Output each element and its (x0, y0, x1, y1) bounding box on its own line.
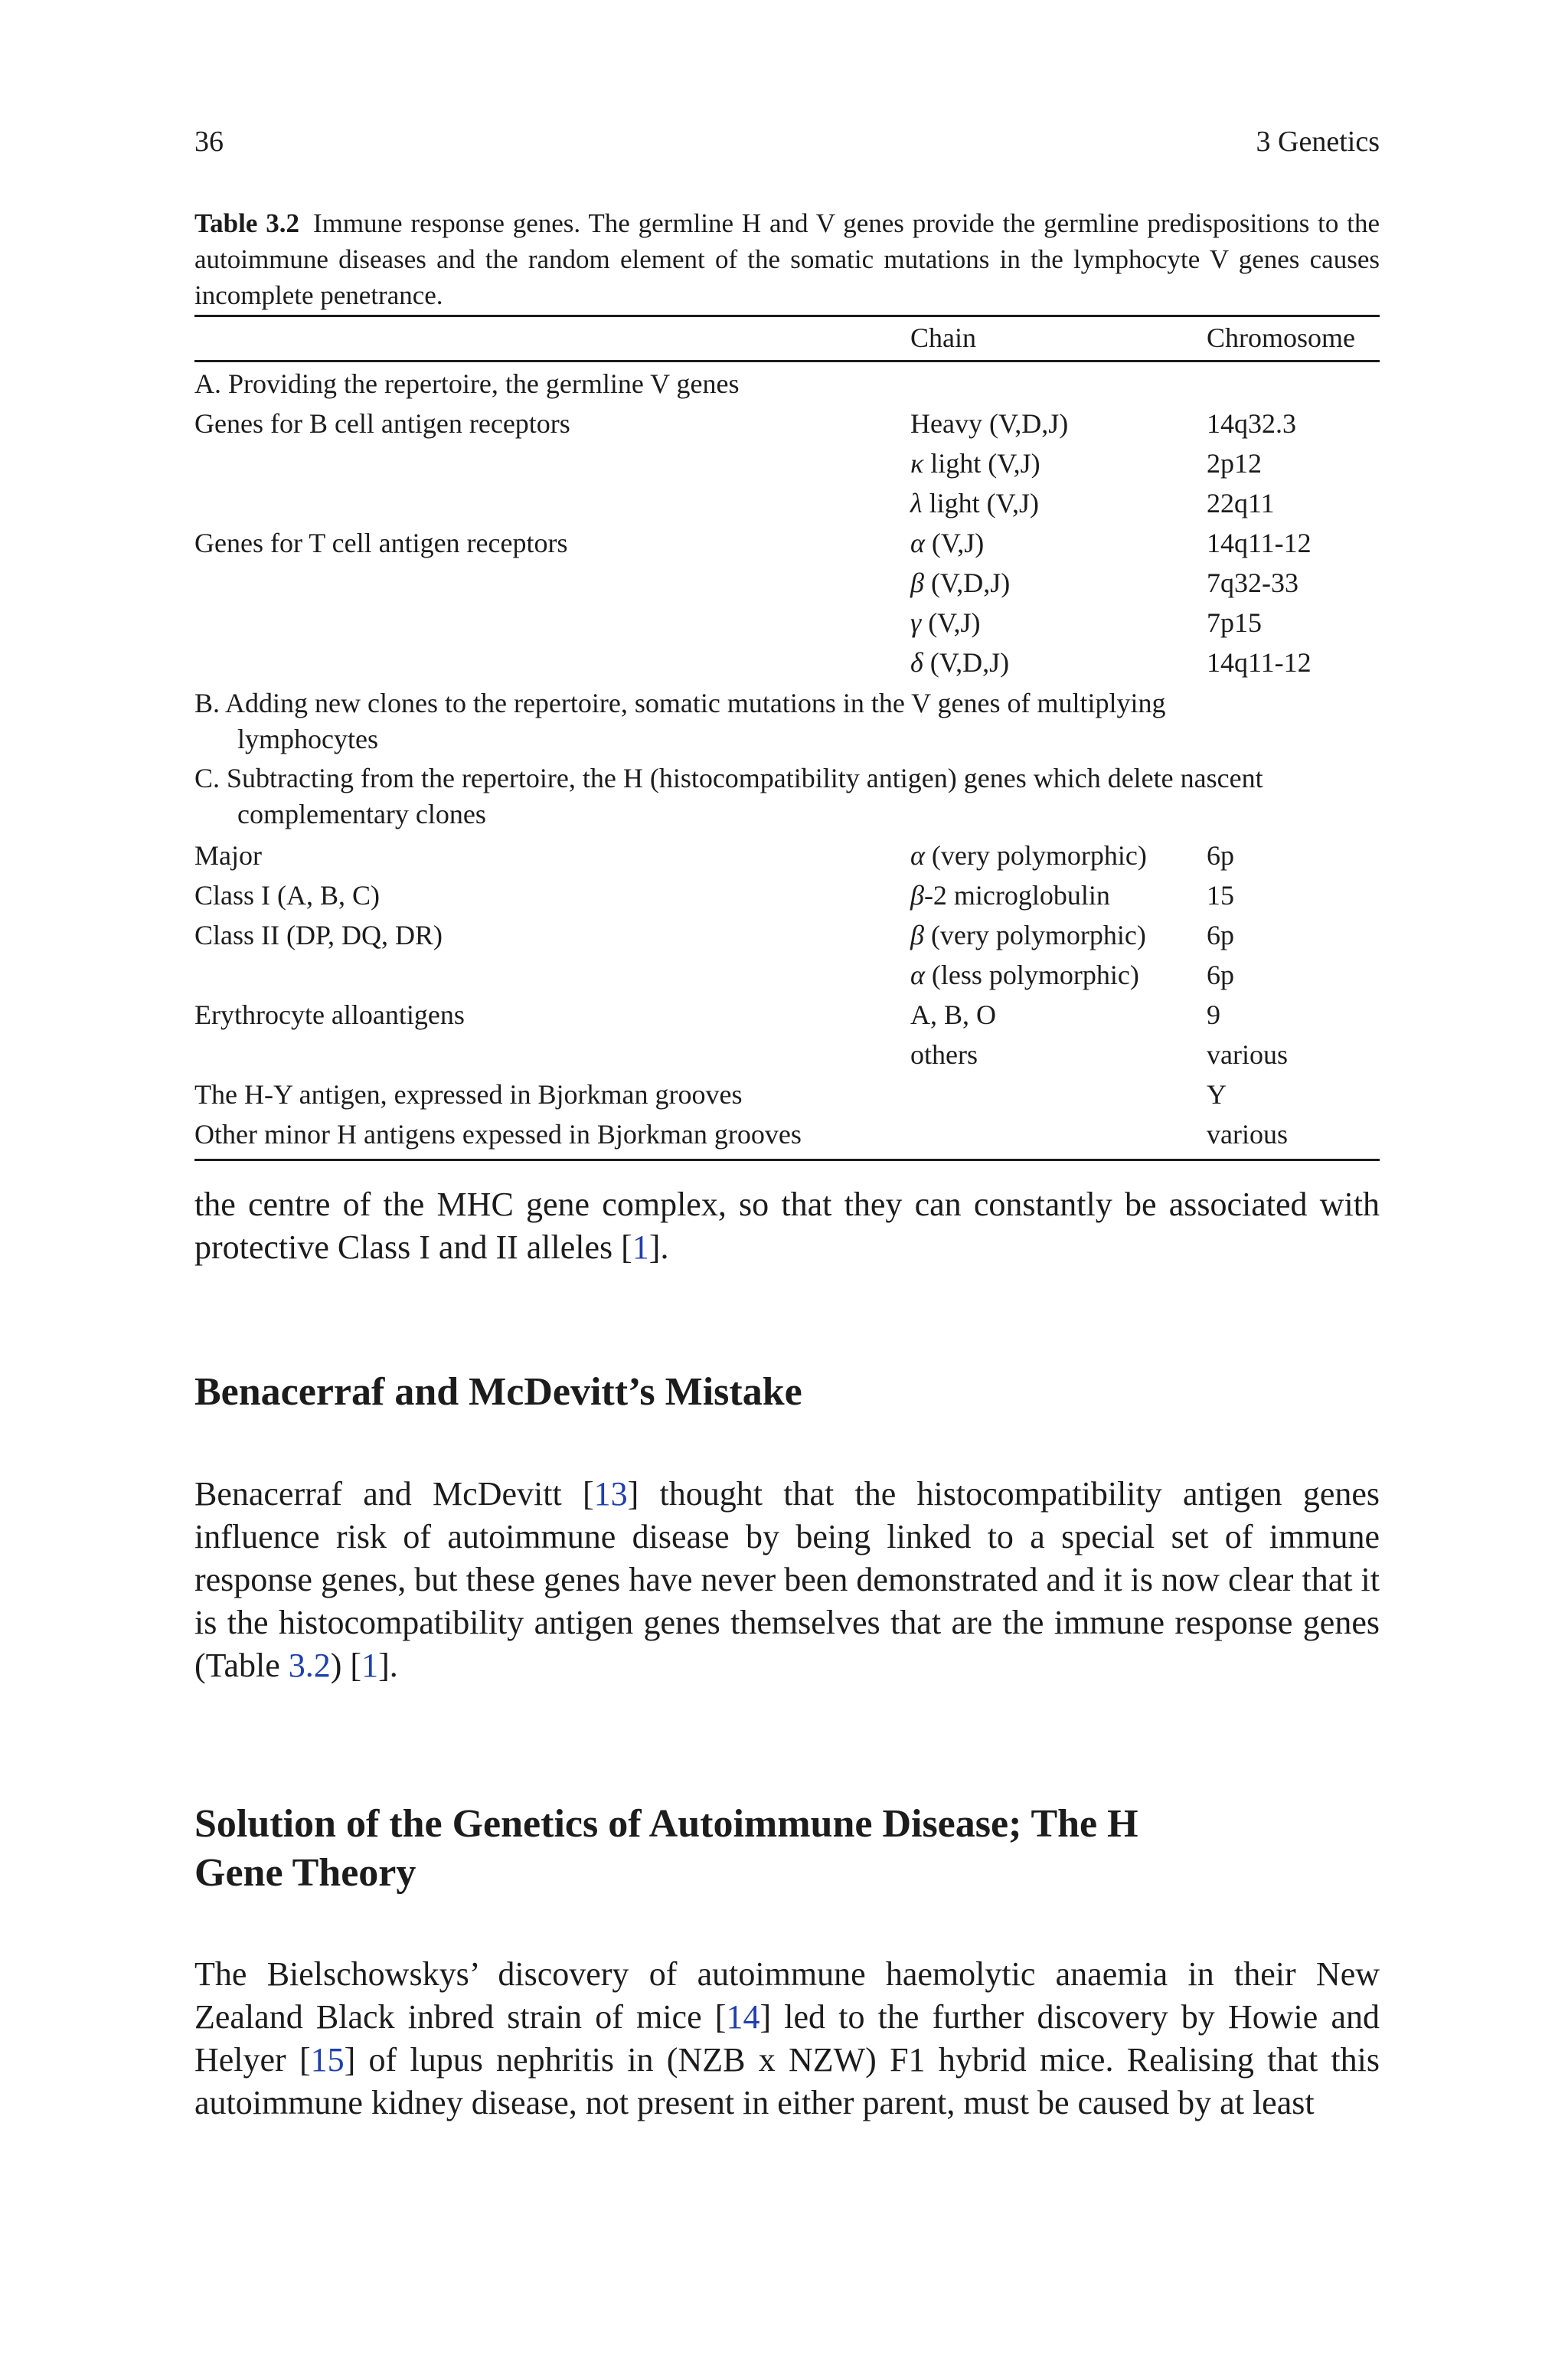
gene-group: Class I (A, B, C) (194, 880, 380, 911)
table-row (194, 996, 1380, 1036)
paragraph-text: ]. (648, 1228, 669, 1266)
chain-cell: α (V,J) (910, 528, 985, 558)
section-heading-line: Solution of the Genetics of Autoimmune Disease; The H (194, 1802, 1138, 1846)
section-label: A. Providing the repertoire, the germline V genes (194, 368, 740, 399)
chain-cell: β-2 microglobulin (910, 880, 1110, 911)
citation-link[interactable]: 1 (361, 1647, 379, 1684)
table-header (194, 317, 1380, 360)
chain-cell: α (less polymorphic) (910, 960, 1139, 990)
paragraph (194, 1473, 1380, 1687)
chromosome-cell: 6p (1207, 960, 1234, 990)
section-label-continued: lymphocytes (237, 724, 378, 754)
paragraph-text: ]. (378, 1647, 398, 1684)
table-row (194, 445, 1380, 485)
greek-letter: α (910, 840, 925, 871)
table-row (194, 604, 1380, 644)
column-header-chain: Chain (910, 322, 976, 353)
chain-cell: γ (V,J) (910, 607, 981, 638)
paragraph-text: ] of lupus nephritis in (NZB x NZW) F1 hybrid mice. Realising that this autoimmune kidney disease, not present in either parent, must be caused by at least (194, 2041, 1380, 2121)
citation-link[interactable]: 15 (310, 2041, 345, 2079)
chromosome-cell: 6p (1207, 920, 1234, 950)
greek-letter: α (910, 528, 925, 558)
table-caption (194, 205, 1380, 313)
greek-letter: λ (910, 488, 923, 518)
gene-group: Major (194, 840, 262, 871)
table-body (194, 362, 1380, 1159)
chromosome-cell: 9 (1207, 999, 1220, 1030)
greek-letter: β (910, 880, 924, 911)
section-b-heading (194, 685, 1380, 757)
chain-cell: α (very polymorphic) (910, 840, 1147, 871)
paragraph-continued (194, 1183, 1380, 1269)
chain-cell: β (very polymorphic) (910, 920, 1146, 950)
table-row (194, 917, 1380, 957)
chain-cell: λ light (V,J) (910, 488, 1039, 518)
chapter-title: 3 Genetics (1256, 126, 1380, 158)
citation-link[interactable]: 14 (726, 1998, 760, 2036)
chain-cell: A, B, O (910, 999, 997, 1030)
table-bottom-rule (194, 1159, 1380, 1161)
table-reference-link[interactable]: 3.2 (288, 1647, 331, 1684)
table-row (194, 644, 1380, 684)
chromosome-cell: 2p12 (1207, 448, 1262, 479)
chromosome-cell: 22q11 (1207, 488, 1275, 518)
gene-group: Genes for T cell antigen receptors (194, 528, 568, 558)
chromosome-cell: 14q11-12 (1207, 647, 1312, 678)
chromosome-cell: Y (1207, 1079, 1227, 1110)
greek-letter: β (910, 568, 924, 598)
chromosome-cell: 7q32-33 (1207, 568, 1298, 598)
paragraph-text: ] thought that the histocompatibility antigen genes influence risk of autoimmune disease by being linked to a special set of immune response genes, but these genes have never been demonstrated and it is now clear that it is the histocompatibility antigen genes themselves that are the immune response genes (Table (194, 1475, 1380, 1684)
paragraph-text: ] led to the further discovery by Howie and Helyer [ (194, 1998, 1380, 2079)
greek-letter: γ (910, 607, 922, 638)
greek-letter: β (910, 920, 924, 950)
section-label-continued: complementary clones (237, 799, 486, 829)
chain-cell: others (910, 1039, 978, 1070)
chain-cell: δ (V,D,J) (910, 647, 1010, 678)
greek-letter: κ (910, 448, 924, 479)
chain-cell: κ light (V,J) (910, 448, 1040, 479)
column-header-chromosome: Chromosome (1207, 322, 1355, 353)
gene-group: Erythrocyte alloantigens (194, 999, 465, 1030)
paragraph-text: ) [ (330, 1647, 362, 1684)
chromosome-cell: various (1207, 1119, 1288, 1150)
gene-group: Class II (DP, DQ, DR) (194, 920, 443, 950)
table-row (194, 1116, 1380, 1156)
citation-link[interactable]: 1 (632, 1228, 649, 1266)
paragraph-text: the centre of the MHC gene complex, so that they can constantly be associated with protective Class I and II alleles [ (194, 1186, 1380, 1266)
paragraph-text: The Bielschowskys’ discovery of autoimmune haemolytic anaemia in their New Zealand Black inbred strain of mice [ (194, 1955, 1380, 2036)
immune-genes-table (194, 315, 1380, 1161)
table-row (194, 1076, 1380, 1116)
chromosome-cell: 14q32.3 (1207, 408, 1296, 439)
chromosome-cell: 15 (1207, 880, 1234, 911)
chromosome-cell: 14q11-12 (1207, 528, 1312, 558)
table-row (194, 564, 1380, 604)
section-a-heading (194, 365, 1380, 405)
section-label: C. Subtracting from the repertoire, the H (histocompatibility antigen) genes which delete nascent (194, 763, 1263, 793)
table-row (194, 837, 1380, 877)
gene-group: The H-Y antigen, expressed in Bjorkman grooves (194, 1079, 743, 1110)
section-heading-line: Gene Theory (194, 1851, 416, 1895)
greek-letter: δ (910, 647, 923, 678)
chromosome-cell: various (1207, 1039, 1288, 1070)
section-heading: Benacerraf and McDevitt’s Mistake (194, 1370, 802, 1414)
chromosome-cell: 7p15 (1207, 607, 1262, 638)
paragraph (194, 1953, 1380, 2124)
table-row (194, 877, 1380, 917)
chain-cell: β (V,D,J) (910, 568, 1011, 598)
greek-letter: α (910, 960, 925, 990)
chain-cell: Heavy (V,D,J) (910, 408, 1069, 439)
section-label: B. Adding new clones to the repertoire, somatic mutations in the V genes of multiplying (194, 688, 1166, 718)
table-row (194, 405, 1380, 445)
table-row (194, 1036, 1380, 1076)
section-c-heading (194, 761, 1380, 832)
page-number: 36 (194, 126, 224, 158)
section-heading (194, 1800, 1380, 1898)
gene-group: Genes for B cell antigen receptors (194, 408, 570, 439)
table-row (194, 957, 1380, 996)
paragraph-text: Benacerraf and McDevitt [ (194, 1475, 594, 1513)
table-row (194, 525, 1380, 564)
table-caption-text: Immune response genes. The germline H and V genes provide the germline predispositions to the autoimmune diseases and the random element of the somatic mutations in the lymphocyte V genes causes incomplete penetrance. (194, 208, 1380, 310)
table-row (194, 485, 1380, 525)
gene-group: Other minor H antigens expessed in Bjorkman grooves (194, 1119, 802, 1150)
citation-link[interactable]: 13 (593, 1475, 628, 1513)
table-caption-label: Table 3.2 (194, 208, 299, 238)
chromosome-cell: 6p (1207, 840, 1234, 871)
